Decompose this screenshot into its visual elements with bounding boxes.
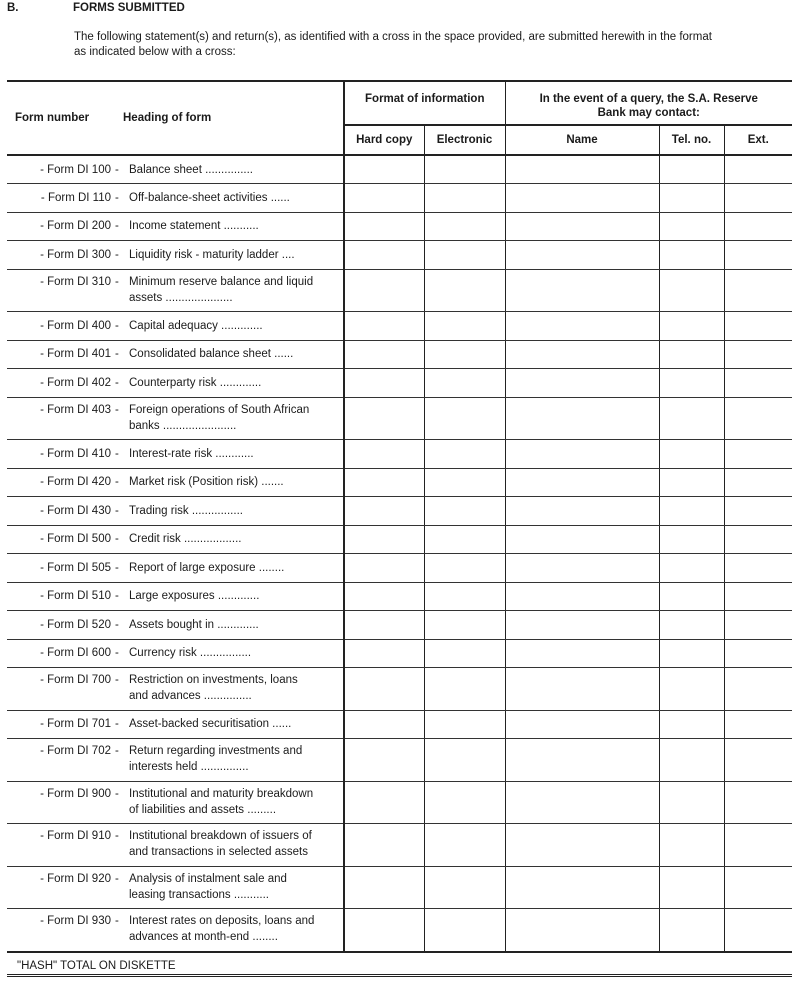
form-number: - Form DI 701 xyxy=(7,710,115,739)
column-header-hard-copy: Hard copy xyxy=(344,125,424,155)
form-number: - Form DI 500 xyxy=(7,525,115,554)
tel-no-field[interactable] xyxy=(659,611,724,640)
heading-line-1: Consolidated balance sheet ...... xyxy=(129,348,294,361)
ext-field[interactable] xyxy=(724,155,792,184)
hard-copy-box[interactable] xyxy=(344,184,424,213)
tel-no-field[interactable] xyxy=(659,155,724,184)
form-heading xyxy=(115,525,344,554)
table-row xyxy=(7,369,792,398)
electronic-box[interactable] xyxy=(424,340,505,369)
heading-text xyxy=(129,871,337,903)
heading-text xyxy=(129,402,337,434)
ext-field[interactable] xyxy=(724,824,792,867)
electronic-box[interactable] xyxy=(424,468,505,497)
tel-no-field[interactable] xyxy=(659,468,724,497)
electronic-box[interactable] xyxy=(424,739,505,782)
column-group-query-contact xyxy=(505,81,792,125)
heading-text xyxy=(129,617,337,633)
heading-text xyxy=(129,446,337,462)
form-heading xyxy=(115,909,344,952)
form-number: - Form DI 403 xyxy=(7,397,115,440)
contact-name-field[interactable] xyxy=(505,212,659,241)
electronic-box[interactable] xyxy=(424,781,505,824)
tel-no-field[interactable] xyxy=(659,440,724,469)
heading-text xyxy=(129,743,337,775)
heading-text xyxy=(129,218,337,234)
table-row xyxy=(7,269,792,312)
form-number: - Form DI 700 xyxy=(7,668,115,711)
column-header-electronic: Electronic xyxy=(424,125,505,155)
ext-field[interactable] xyxy=(724,241,792,270)
heading-dash: - xyxy=(115,590,119,603)
tel-no-field[interactable] xyxy=(659,710,724,739)
contact-name-field[interactable] xyxy=(505,739,659,782)
heading-text xyxy=(129,716,337,732)
hard-copy-box[interactable] xyxy=(344,241,424,270)
heading-dash: - xyxy=(115,376,119,389)
table-row xyxy=(7,611,792,640)
electronic-box[interactable] xyxy=(424,710,505,739)
form-heading xyxy=(115,824,344,867)
heading-text xyxy=(129,672,337,704)
heading-text xyxy=(129,318,337,334)
table-row xyxy=(7,866,792,909)
ext-field[interactable] xyxy=(724,781,792,824)
table-row xyxy=(7,639,792,668)
ext-field[interactable] xyxy=(724,468,792,497)
ext-field[interactable] xyxy=(724,554,792,583)
table-row xyxy=(7,582,792,611)
heading-line-1: Report of large exposure ........ xyxy=(129,561,285,574)
hard-copy-box[interactable] xyxy=(344,155,424,184)
hard-copy-box[interactable] xyxy=(344,554,424,583)
table-row xyxy=(7,155,792,184)
heading-line-2: interests held ............... xyxy=(129,761,249,773)
tel-no-field[interactable] xyxy=(659,340,724,369)
heading-line-2: and transactions in selected assets xyxy=(129,846,308,858)
heading-dash: - xyxy=(115,533,119,546)
contact-name-field[interactable] xyxy=(505,497,659,526)
electronic-box[interactable] xyxy=(424,611,505,640)
contact-name-field[interactable] xyxy=(505,241,659,270)
heading-line-1: Institutional and maturity breakdown xyxy=(129,787,314,800)
tel-no-field[interactable] xyxy=(659,525,724,554)
ext-field[interactable] xyxy=(724,369,792,398)
column-header-name: Name xyxy=(505,125,659,155)
hard-copy-box[interactable] xyxy=(344,468,424,497)
ext-field[interactable] xyxy=(724,184,792,213)
contact-name-field[interactable] xyxy=(505,582,659,611)
table-row xyxy=(7,909,792,952)
heading-text xyxy=(129,560,337,576)
form-number: - Form DI 401 xyxy=(7,340,115,369)
heading-dash: - xyxy=(115,915,119,927)
table-row xyxy=(7,710,792,739)
heading-text xyxy=(129,247,337,263)
electronic-box[interactable] xyxy=(424,440,505,469)
table-row xyxy=(7,340,792,369)
ext-field[interactable] xyxy=(724,397,792,440)
heading-dash: - xyxy=(115,447,119,460)
hash-total-row: "HASH" TOTAL ON DISKETTE xyxy=(7,951,792,977)
heading-text xyxy=(129,645,337,661)
electronic-box[interactable] xyxy=(424,497,505,526)
hard-copy-box[interactable] xyxy=(344,582,424,611)
tel-no-field[interactable] xyxy=(659,497,724,526)
heading-line-2: banks ....................... xyxy=(129,419,237,432)
form-heading xyxy=(115,866,344,909)
form-number: - Form DI 510 xyxy=(7,582,115,611)
ext-field[interactable] xyxy=(724,639,792,668)
form-number: - Form DI 910 xyxy=(7,824,115,867)
section-title: FORMS SUBMITTED xyxy=(73,2,185,14)
electronic-box[interactable] xyxy=(424,639,505,668)
intro-line-1: The following statement(s) and return(s), as identified with a cross in the space provided, are submitted herewith in the format xyxy=(74,31,712,43)
electronic-box[interactable] xyxy=(424,582,505,611)
heading-line-1: Currency risk ................ xyxy=(129,647,252,660)
table-row xyxy=(7,781,792,824)
hard-copy-box[interactable] xyxy=(344,668,424,711)
table-row xyxy=(7,824,792,867)
heading-dash: - xyxy=(115,647,119,660)
hard-copy-box[interactable] xyxy=(344,710,424,739)
heading-line-2: of liabilities and assets ......... xyxy=(129,803,277,816)
column-group-format-of-information: Format of information xyxy=(344,81,505,125)
form-heading xyxy=(115,468,344,497)
form-heading xyxy=(115,312,344,341)
form-number: - Form DI 420 xyxy=(7,468,115,497)
column-header-heading-of-form: Heading of form xyxy=(115,81,344,155)
ext-field[interactable] xyxy=(724,340,792,369)
heading-dash: - xyxy=(115,163,119,176)
contact-name-field[interactable] xyxy=(505,525,659,554)
heading-dash: - xyxy=(115,403,119,416)
hard-copy-box[interactable] xyxy=(344,340,424,369)
heading-text xyxy=(129,588,337,604)
heading-line-2: advances at month-end ........ xyxy=(129,931,278,943)
table-row xyxy=(7,468,792,497)
table-row xyxy=(7,397,792,440)
heading-line-1: Assets bought in ............. xyxy=(129,618,259,631)
heading-line-2: leasing transactions ........... xyxy=(129,888,269,901)
heading-line-1: Counterparty risk ............. xyxy=(129,376,262,389)
ext-field[interactable] xyxy=(724,212,792,241)
heading-dash: - xyxy=(115,476,119,489)
contact-name-field[interactable] xyxy=(505,184,659,213)
contact-name-field[interactable] xyxy=(505,312,659,341)
heading-line-1: Capital adequacy ............. xyxy=(129,319,263,332)
section-header xyxy=(7,2,185,14)
electronic-box[interactable] xyxy=(424,668,505,711)
hard-copy-box[interactable] xyxy=(344,497,424,526)
table-row xyxy=(7,525,792,554)
hard-copy-box[interactable] xyxy=(344,525,424,554)
electronic-box[interactable] xyxy=(424,184,505,213)
hard-copy-box[interactable] xyxy=(344,781,424,824)
contact-name-field[interactable] xyxy=(505,340,659,369)
ext-field[interactable] xyxy=(724,582,792,611)
hard-copy-box[interactable] xyxy=(344,639,424,668)
table-row xyxy=(7,184,792,213)
hard-copy-box[interactable] xyxy=(344,369,424,398)
form-heading xyxy=(115,184,344,213)
electronic-box[interactable] xyxy=(424,312,505,341)
contact-name-field[interactable] xyxy=(505,668,659,711)
query-contact-line-1: In the event of a query, the S.A. Reserve xyxy=(539,93,758,105)
electronic-box[interactable] xyxy=(424,269,505,312)
heading-text xyxy=(129,531,337,547)
form-number: - Form DI 900 xyxy=(7,781,115,824)
heading-dash: - xyxy=(115,348,119,361)
table-row xyxy=(7,241,792,270)
contact-name-field[interactable] xyxy=(505,866,659,909)
electronic-box[interactable] xyxy=(424,212,505,241)
contact-name-field[interactable] xyxy=(505,269,659,312)
ext-field[interactable] xyxy=(724,440,792,469)
heading-dash: - xyxy=(115,787,119,800)
hard-copy-box[interactable] xyxy=(344,909,424,952)
table-row xyxy=(7,440,792,469)
contact-name-field[interactable] xyxy=(505,824,659,867)
electronic-box[interactable] xyxy=(424,397,505,440)
hard-copy-box[interactable] xyxy=(344,611,424,640)
form-heading xyxy=(115,397,344,440)
heading-text xyxy=(129,162,337,178)
heading-dash: - xyxy=(115,191,119,204)
form-heading xyxy=(115,269,344,312)
heading-line-1: Interest-rate risk ............ xyxy=(129,447,254,460)
table-row xyxy=(7,212,792,241)
form-number: - Form DI 430 xyxy=(7,497,115,526)
hard-copy-box[interactable] xyxy=(344,866,424,909)
form-number: - Form DI 920 xyxy=(7,866,115,909)
tel-no-field[interactable] xyxy=(659,369,724,398)
heading-text xyxy=(129,828,337,860)
tel-no-field[interactable] xyxy=(659,582,724,611)
form-heading xyxy=(115,639,344,668)
electronic-box[interactable] xyxy=(424,155,505,184)
tel-no-field[interactable] xyxy=(659,184,724,213)
section-letter: B. xyxy=(7,2,19,14)
form-heading xyxy=(115,155,344,184)
heading-dash: - xyxy=(115,745,119,757)
tel-no-field[interactable] xyxy=(659,739,724,782)
tel-no-field[interactable] xyxy=(659,639,724,668)
form-number: - Form DI 400 xyxy=(7,312,115,341)
table-row xyxy=(7,554,792,583)
ext-field[interactable] xyxy=(724,710,792,739)
contact-name-field[interactable] xyxy=(505,554,659,583)
heading-dash: - xyxy=(115,618,119,631)
electronic-box[interactable] xyxy=(424,369,505,398)
form-heading xyxy=(115,582,344,611)
tel-no-field[interactable] xyxy=(659,668,724,711)
form-number: - Form DI 702 xyxy=(7,739,115,782)
heading-text xyxy=(129,346,337,362)
column-header-ext: Ext. xyxy=(724,125,792,155)
contact-name-field[interactable] xyxy=(505,909,659,952)
heading-line-1: Trading risk ................ xyxy=(129,504,243,517)
tel-no-field[interactable] xyxy=(659,397,724,440)
tel-no-field[interactable] xyxy=(659,212,724,241)
heading-line-1: Market risk (Position risk) ....... xyxy=(129,476,284,489)
ext-field[interactable] xyxy=(724,497,792,526)
heading-dash: - xyxy=(115,561,119,574)
hard-copy-box[interactable] xyxy=(344,440,424,469)
column-header-form-number: Form number xyxy=(7,81,115,155)
contact-name-field[interactable] xyxy=(505,468,659,497)
heading-text xyxy=(129,474,337,490)
form-heading xyxy=(115,440,344,469)
tel-no-field[interactable] xyxy=(659,312,724,341)
column-header-tel-no: Tel. no. xyxy=(659,125,724,155)
ext-field[interactable] xyxy=(724,668,792,711)
form-heading xyxy=(115,611,344,640)
form-heading xyxy=(115,668,344,711)
electronic-box[interactable] xyxy=(424,824,505,867)
heading-line-1: Foreign operations of South African xyxy=(129,403,310,416)
forms-table-body xyxy=(7,155,792,951)
heading-line-1: Minimum reserve balance and liquid xyxy=(129,275,314,288)
heading-line-1: Balance sheet ............... xyxy=(129,163,254,176)
heading-dash: - xyxy=(115,319,119,332)
heading-line-1: Return regarding investments and xyxy=(129,745,303,757)
heading-text xyxy=(129,190,337,206)
hard-copy-box[interactable] xyxy=(344,312,424,341)
contact-name-field[interactable] xyxy=(505,440,659,469)
tel-no-field[interactable] xyxy=(659,241,724,270)
form-number: - Form DI 310 xyxy=(7,269,115,312)
form-heading xyxy=(115,497,344,526)
heading-line-1: Income statement ........... xyxy=(129,220,259,233)
electronic-box[interactable] xyxy=(424,554,505,583)
heading-line-1: Interest rates on deposits, loans and xyxy=(129,915,315,927)
contact-name-field[interactable] xyxy=(505,155,659,184)
hard-copy-box[interactable] xyxy=(344,212,424,241)
contact-name-field[interactable] xyxy=(505,369,659,398)
form-heading xyxy=(115,781,344,824)
heading-line-1: Large exposures ............. xyxy=(129,590,260,603)
form-heading xyxy=(115,739,344,782)
table-row xyxy=(7,312,792,341)
contact-name-field[interactable] xyxy=(505,781,659,824)
form-number: - Form DI 505 xyxy=(7,554,115,583)
contact-name-field[interactable] xyxy=(505,639,659,668)
heading-dash: - xyxy=(115,248,119,261)
heading-line-1: Restriction on investments, loans xyxy=(129,674,298,686)
form-heading xyxy=(115,554,344,583)
heading-text xyxy=(129,375,337,391)
hard-copy-box[interactable] xyxy=(344,739,424,782)
form-heading xyxy=(115,340,344,369)
heading-text xyxy=(129,274,337,306)
form-number: - Form DI 930 xyxy=(7,909,115,952)
tel-no-field[interactable] xyxy=(659,866,724,909)
heading-line-2: and advances ............... xyxy=(129,690,252,702)
electronic-box[interactable] xyxy=(424,241,505,270)
ext-field[interactable] xyxy=(724,866,792,909)
ext-field[interactable] xyxy=(724,525,792,554)
electronic-box[interactable] xyxy=(424,525,505,554)
tel-no-field[interactable] xyxy=(659,269,724,312)
electronic-box[interactable] xyxy=(424,909,505,952)
tel-no-field[interactable] xyxy=(659,554,724,583)
tel-no-field[interactable] xyxy=(659,781,724,824)
forms-table xyxy=(7,80,792,952)
heading-text xyxy=(129,503,337,519)
heading-line-1: Institutional breakdown of issuers of xyxy=(129,830,312,842)
form-heading xyxy=(115,241,344,270)
form-number: - Form DI 520 xyxy=(7,611,115,640)
heading-dash: - xyxy=(115,504,119,517)
contact-name-field[interactable] xyxy=(505,611,659,640)
hard-copy-box[interactable] xyxy=(344,824,424,867)
ext-field[interactable] xyxy=(724,312,792,341)
heading-line-2: assets ..................... xyxy=(129,291,233,304)
form-number: - Form DI 410 xyxy=(7,440,115,469)
electronic-box[interactable] xyxy=(424,866,505,909)
heading-text xyxy=(129,913,337,945)
heading-line-1: Credit risk .................. xyxy=(129,533,242,546)
table-row xyxy=(7,739,792,782)
ext-field[interactable] xyxy=(724,739,792,782)
tel-no-field[interactable] xyxy=(659,824,724,867)
intro-paragraph xyxy=(74,30,794,60)
heading-line-1: Liquidity risk - maturity ladder .... xyxy=(129,248,295,261)
query-contact-line-2: Bank may contact: xyxy=(597,107,700,119)
form-number: - Form DI 200 xyxy=(7,212,115,241)
form-heading xyxy=(115,369,344,398)
ext-field[interactable] xyxy=(724,269,792,312)
heading-line-1: Asset-backed securitisation ...... xyxy=(129,718,292,731)
form-number: - Form DI 110 xyxy=(7,184,115,213)
form-heading xyxy=(115,710,344,739)
hard-copy-box[interactable] xyxy=(344,269,424,312)
table-row xyxy=(7,497,792,526)
ext-field[interactable] xyxy=(724,611,792,640)
heading-dash: - xyxy=(115,674,119,686)
ext-field[interactable] xyxy=(724,909,792,952)
heading-dash: - xyxy=(115,830,119,842)
form-heading xyxy=(115,212,344,241)
heading-dash: - xyxy=(115,275,119,288)
heading-line-1: Analysis of instalment sale and xyxy=(129,872,287,885)
tel-no-field[interactable] xyxy=(659,909,724,952)
heading-line-1: Off-balance-sheet activities ...... xyxy=(129,191,290,204)
form-number: - Form DI 300 xyxy=(7,241,115,270)
heading-text xyxy=(129,786,337,818)
heading-dash: - xyxy=(115,872,119,885)
contact-name-field[interactable] xyxy=(505,397,659,440)
contact-name-field[interactable] xyxy=(505,710,659,739)
heading-dash: - xyxy=(115,220,119,233)
hard-copy-box[interactable] xyxy=(344,397,424,440)
table-row xyxy=(7,668,792,711)
form-number: - Form DI 600 xyxy=(7,639,115,668)
form-number: - Form DI 100 xyxy=(7,155,115,184)
intro-line-2: as indicated below with a cross: xyxy=(74,46,236,58)
heading-dash: - xyxy=(115,718,119,731)
form-number: - Form DI 402 xyxy=(7,369,115,398)
